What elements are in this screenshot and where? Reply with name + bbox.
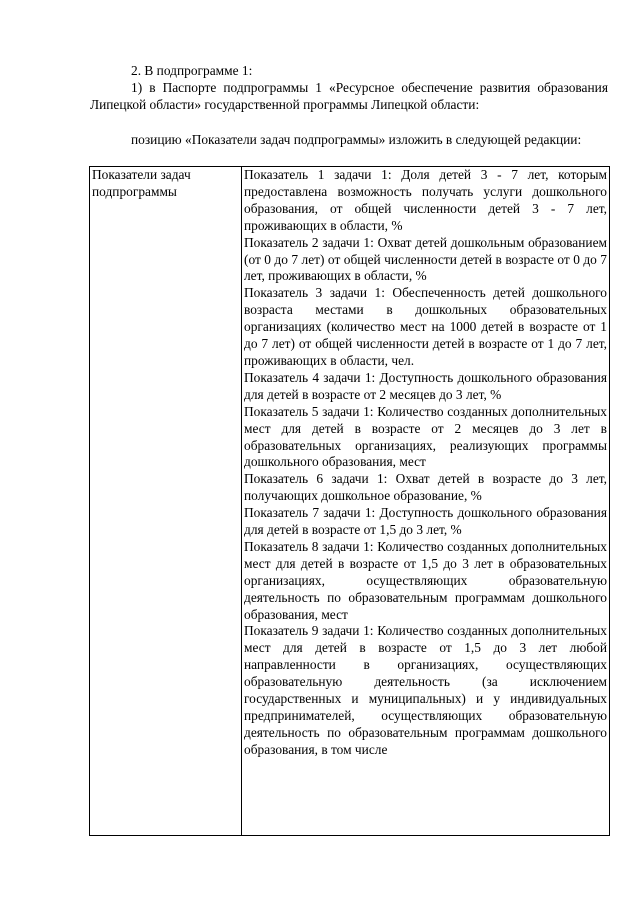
table-row [90,167,610,836]
indicator-9: Показатель 9 задачи 1: Количество созданных дополнительных мест для детей в возрасте от 1,5 до 3 лет любой направленности в организациях, осуществляющих образовательную деятельность (за исключением государственных и муниципальных) и у индивидуальных предпринимателей, осуществляющих образовательную деятельность по образовательным программам дошкольного образования, в том числе [244,623,607,757]
indicators-table [89,166,610,836]
indicators-cell [242,167,610,836]
indicator-4: Показатель 4 задачи 1: Доступность дошкольного образования для детей в возрасте от 2 месяцев до 3 лет, % [244,369,607,402]
indicator-8: Показатель 8 задачи 1: Количество созданных дополнительных мест для детей в возрасте от 1,5 до 3 лет в образовательных организациях, осуществляющих образовательную деятельность по образовательным программам дошкольного образования, мест [244,538,607,622]
indicator-3: Показатель 3 задачи 1: Обеспеченность детей дошкольного возраста местами в дошкольных образовательных организациях (количество мест на 1000 детей в возрасте от 1 до 7 лет) от общей численности детей в возрасте от 1 до 7 лет, проживающих в области, чел. [244,285,607,368]
indicator-7: Показатель 7 задачи 1: Доступность дошкольного образования для детей в возрасте от 1,5 до 3 лет, % [244,505,607,538]
indicator-2: Показатель 2 задачи 1: Охват детей дошкольным образованием (от 0 до 7 лет) от общей численности детей в возрасте от 0 до 7 лет, проживающих в области, % [244,234,607,284]
indicator-6: Показатель 6 задачи 1: Охват детей в возрасте до 3 лет, получающих дошкольное образование, % [244,471,607,504]
item-1-paragraph: 1) в Паспорте подпрограммы 1 «Ресурсное обеспечение развития образования Липецкой области» государственной программы Липецкой области: [90,80,608,112]
table-label-cell: Показатели задач подпрограммы [90,167,242,836]
indicator-1: Показатель 1 задачи 1: Доля детей 3 - 7 лет, которым предоставлена возможность получать услуги дошкольного образования, от общей численности детей 3 - 7 лет, проживающих в области, % [244,167,607,233]
instruction-paragraph: позицию «Показатели задач подпрограммы» изложить в следующей редакции: [131,132,582,147]
section-heading: 2. В подпрограмме 1: [131,63,253,78]
indicator-5: Показатель 5 задачи 1: Количество созданных дополнительных мест для детей в возрасте от 2 месяцев до 3 лет в образовательных организациях, реализующих программы дошкольного образования, мест [244,403,607,470]
